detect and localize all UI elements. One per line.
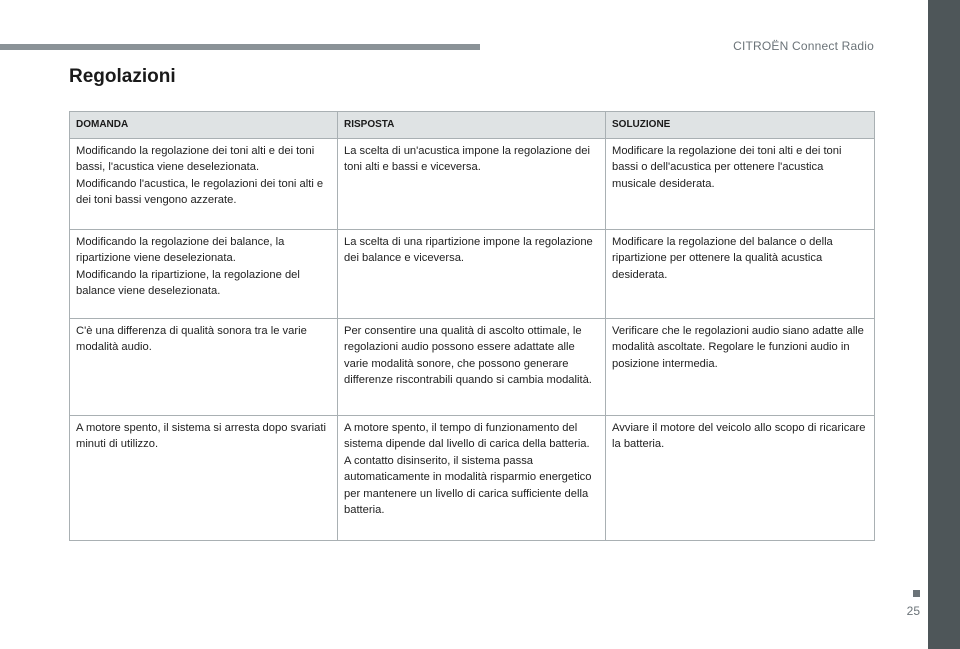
cell-risposta: Per consentire una qualità di ascolto ottimale, le regolazioni audio possono essere adattate alle varie modalità sonore, che possono generare differenze riscontrabili quando si cambia modalità. — [338, 319, 606, 416]
header-title: CITROËN Connect Radio — [733, 39, 874, 53]
cell-domanda: Modificando la regolazione dei toni alti e dei toni bassi, l'acustica viene deselezionata. Modificando l'acustica, le regolazioni dei toni alti e dei toni bassi vengono azzerate. — [70, 139, 338, 230]
cell-soluzione: Verificare che le regolazioni audio siano adatte alle modalità ascoltate. Regolare le funzioni audio in posizione intermedia. — [606, 319, 875, 416]
cell-domanda: C'è una differenza di qualità sonora tra le varie modalità audio. — [70, 319, 338, 416]
faq-table — [69, 111, 875, 541]
table-row — [70, 319, 875, 416]
table-row — [70, 230, 875, 319]
cell-soluzione: Modificare la regolazione del balance o della ripartizione per ottenere la qualità acustica desiderata. — [606, 230, 875, 319]
page-number: 25 — [906, 604, 920, 618]
cell-domanda: A motore spento, il sistema si arresta dopo svariati minuti di utilizzo. — [70, 416, 338, 541]
table-row — [70, 139, 875, 230]
cell-soluzione: Modificare la regolazione dei toni alti e dei toni bassi o dell'acustica per ottenere l'acustica musicale desiderata. — [606, 139, 875, 230]
column-header-domanda: DOMANDA — [70, 112, 338, 139]
page-title: Regolazioni — [69, 66, 176, 87]
page-end-marker — [913, 590, 920, 597]
cell-risposta: La scelta di un'acustica impone la regolazione dei toni alti e bassi e viceversa. — [338, 139, 606, 230]
table-header-row — [70, 112, 875, 139]
cell-soluzione: Avviare il motore del veicolo allo scopo di ricaricare la batteria. — [606, 416, 875, 541]
column-header-soluzione: SOLUZIONE — [606, 112, 875, 139]
cell-risposta: A motore spento, il tempo di funzionamento del sistema dipende dal livello di carica della batteria. A contatto disinserito, il sistema passa automaticamente in modalità risparmio energetico per mantenere un livello di carica sufficiente della batteria. — [338, 416, 606, 541]
column-header-risposta: RISPOSTA — [338, 112, 606, 139]
header-rule — [0, 44, 480, 50]
cell-domanda: Modificando la regolazione dei balance, la ripartizione viene deselezionata. Modificando la ripartizione, la regolazione del balance viene deselezionata. — [70, 230, 338, 319]
table-row — [70, 416, 875, 541]
cell-risposta: La scelta di una ripartizione impone la regolazione dei balance e viceversa. — [338, 230, 606, 319]
side-strip — [928, 0, 960, 649]
